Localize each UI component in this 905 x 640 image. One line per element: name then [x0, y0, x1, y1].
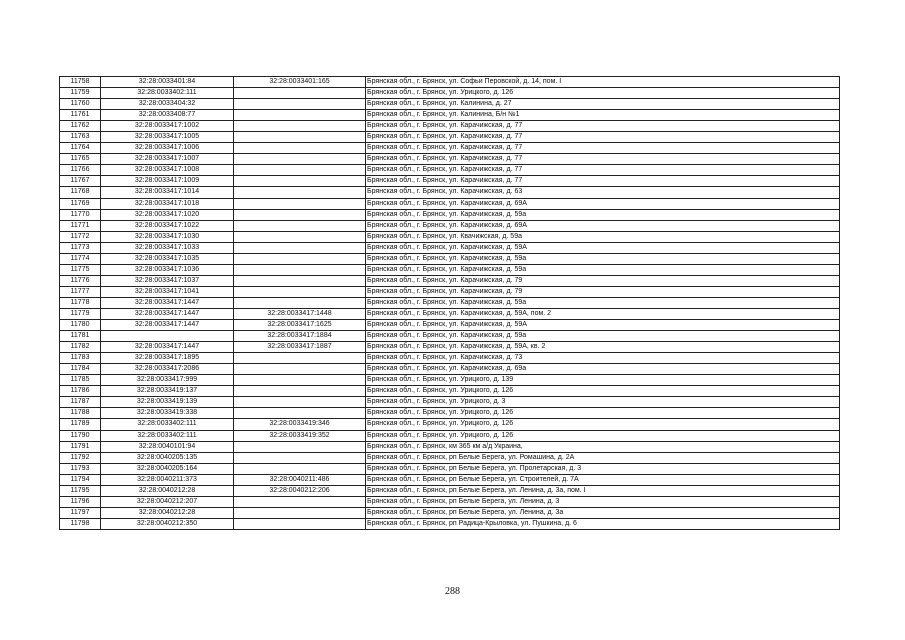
cadastral-number-cell: 32:28:0033417:999	[101, 375, 234, 386]
cadastral-number-cell: 32:28:0033417:1036	[101, 264, 234, 275]
table-row	[60, 419, 840, 430]
table-row	[60, 220, 840, 231]
parent-cadastral-cell	[234, 507, 366, 518]
row-number-cell: 11770	[60, 209, 101, 220]
cadastral-number-cell: 32:28:0033419:139	[101, 397, 234, 408]
row-number-cell: 11769	[60, 198, 101, 209]
row-number-cell: 11774	[60, 253, 101, 264]
row-number-cell: 11780	[60, 320, 101, 331]
parent-cadastral-cell	[234, 518, 366, 529]
address-cell: Брянская обл., г. Брянск, ул. Урицкого, д. 3	[366, 397, 840, 408]
address-cell: Брянская обл., г. Брянск, ул. Карачижская, д. 59а	[366, 264, 840, 275]
address-cell: Брянская обл., г. Брянск, ул. Калинина, Б/н №1	[366, 110, 840, 121]
row-number-cell: 11792	[60, 452, 101, 463]
cadastral-number-cell: 32:28:0033417:1447	[101, 308, 234, 319]
parent-cadastral-cell	[234, 165, 366, 176]
row-number-cell: 11767	[60, 176, 101, 187]
row-number-cell: 11795	[60, 485, 101, 496]
parent-cadastral-cell	[234, 386, 366, 397]
row-number-cell: 11776	[60, 275, 101, 286]
cadastral-number-cell: 32:28:0033419:137	[101, 386, 234, 397]
cadastral-number-cell: 32:28:0040205:135	[101, 452, 234, 463]
parent-cadastral-cell	[234, 364, 366, 375]
address-cell: Брянская обл., г. Брянск, км 365 км а/д Украина,	[366, 441, 840, 452]
cadastral-number-cell: 32:28:0040212:350	[101, 518, 234, 529]
parent-cadastral-cell: 32:28:0033417:1625	[234, 320, 366, 331]
row-number-cell: 11793	[60, 463, 101, 474]
parent-cadastral-cell	[234, 408, 366, 419]
table-row	[60, 253, 840, 264]
cadastral-number-cell: 32:28:0033417:1007	[101, 154, 234, 165]
table-row	[60, 242, 840, 253]
table-row	[60, 88, 840, 99]
cadastral-number-cell: 32:28:0033417:1009	[101, 176, 234, 187]
row-number-cell: 11762	[60, 121, 101, 132]
table-row	[60, 297, 840, 308]
table-row	[60, 452, 840, 463]
table-row	[60, 430, 840, 441]
register-table-body	[60, 77, 840, 530]
parent-cadastral-cell: 32:28:0033419:346	[234, 419, 366, 430]
row-number-cell: 11796	[60, 496, 101, 507]
address-cell: Брянская обл., г. Брянск, ул. Карачижская, д. 59а	[366, 297, 840, 308]
property-register-table	[59, 76, 840, 530]
address-cell: Брянская обл., г. Брянск, ул. Карачижская, д. 77	[366, 176, 840, 187]
cadastral-number-cell: 32:28:0033417:1895	[101, 353, 234, 364]
parent-cadastral-cell	[234, 198, 366, 209]
cadastral-number-cell: 32:28:0033417:1018	[101, 198, 234, 209]
cadastral-number-cell: 32:28:0033417:1014	[101, 187, 234, 198]
row-number-cell: 11790	[60, 430, 101, 441]
parent-cadastral-cell	[234, 452, 366, 463]
row-number-cell: 11771	[60, 220, 101, 231]
table-row	[60, 154, 840, 165]
address-cell: Брянская обл., г. Брянск, ул. Карачижская, д. 77	[366, 121, 840, 132]
row-number-cell: 11759	[60, 88, 101, 99]
table-row	[60, 132, 840, 143]
row-number-cell: 11758	[60, 77, 101, 88]
parent-cadastral-cell: 32:28:0040211:486	[234, 474, 366, 485]
cadastral-number-cell: 32:28:0040212:28	[101, 507, 234, 518]
cadastral-number-cell: 32:28:0033402:111	[101, 88, 234, 99]
address-cell: Брянская обл., г. Брянск, ул. Карачижская, д. 77	[366, 132, 840, 143]
table-row	[60, 342, 840, 353]
parent-cadastral-cell	[234, 154, 366, 165]
table-row	[60, 353, 840, 364]
table-row	[60, 110, 840, 121]
address-cell: Брянская обл., г. Брянск, ул. Карачижская, д. 59А	[366, 320, 840, 331]
row-number-cell: 11761	[60, 110, 101, 121]
parent-cadastral-cell: 32:28:0033417:1884	[234, 331, 366, 342]
table-row	[60, 474, 840, 485]
parent-cadastral-cell	[234, 231, 366, 242]
table-row	[60, 397, 840, 408]
table-row	[60, 264, 840, 275]
table-row	[60, 198, 840, 209]
parent-cadastral-cell	[234, 220, 366, 231]
address-cell: Брянская обл., г. Брянск, рп Белые Берега, ул. Ромашина, д. 2А	[366, 452, 840, 463]
row-number-cell: 11777	[60, 286, 101, 297]
cadastral-number-cell: 32:28:0040212:207	[101, 496, 234, 507]
address-cell: Брянская обл., г. Брянск, ул. Калинина, д. 27	[366, 99, 840, 110]
row-number-cell: 11786	[60, 386, 101, 397]
table-row	[60, 275, 840, 286]
cadastral-number-cell: 32:28:0033417:1033	[101, 242, 234, 253]
address-cell: Брянская обл., г. Брянск, ул. Карачижская, д. 77	[366, 143, 840, 154]
table-row	[60, 364, 840, 375]
table-row	[60, 176, 840, 187]
address-cell: Брянская обл., г. Брянск, ул. Карачижская, д. 59А, кв. 2	[366, 342, 840, 353]
address-cell: Брянская обл., г. Брянск, ул. Карачижская, д. 59а	[366, 253, 840, 264]
table-row	[60, 507, 840, 518]
table-row	[60, 231, 840, 242]
cadastral-number-cell: 32:28:0033417:1002	[101, 121, 234, 132]
row-number-cell: 11785	[60, 375, 101, 386]
cadastral-number-cell: 32:28:0033417:1037	[101, 275, 234, 286]
row-number-cell: 11789	[60, 419, 101, 430]
cadastral-number-cell: 32:28:0033417:1447	[101, 342, 234, 353]
address-cell: Брянская обл., г. Брянск, ул. Карачижская, д. 69а	[366, 364, 840, 375]
parent-cadastral-cell	[234, 99, 366, 110]
address-cell: Брянская обл., г. Брянск, ул. Урицкого, д. 126	[366, 419, 840, 430]
row-number-cell: 11766	[60, 165, 101, 176]
cadastral-number-cell: 32:28:0033417:1006	[101, 143, 234, 154]
table-row	[60, 286, 840, 297]
parent-cadastral-cell	[234, 441, 366, 452]
parent-cadastral-cell: 32:28:0033417:1887	[234, 342, 366, 353]
cadastral-number-cell: 32:28:0033417:1030	[101, 231, 234, 242]
parent-cadastral-cell	[234, 187, 366, 198]
parent-cadastral-cell	[234, 397, 366, 408]
table-row	[60, 331, 840, 342]
address-cell: Брянская обл., г. Брянск, ул. Карачижская, д. 77	[366, 165, 840, 176]
row-number-cell: 11794	[60, 474, 101, 485]
row-number-cell: 11783	[60, 353, 101, 364]
table-row	[60, 187, 840, 198]
cadastral-number-cell: 32:28:0033417:1447	[101, 320, 234, 331]
parent-cadastral-cell	[234, 132, 366, 143]
row-number-cell: 11782	[60, 342, 101, 353]
address-cell: Брянская обл., г. Брянск, ул. Урицкого, д. 126	[366, 88, 840, 99]
table-row	[60, 441, 840, 452]
row-number-cell: 11763	[60, 132, 101, 143]
parent-cadastral-cell: 32:28:0033417:1448	[234, 308, 366, 319]
cadastral-number-cell: 32:28:0040211:373	[101, 474, 234, 485]
address-cell: Брянская обл., г. Брянск, рп Белые Берега, ул. Ленина, д. 3	[366, 496, 840, 507]
cadastral-number-cell: 32:28:0033417:1035	[101, 253, 234, 264]
cadastral-number-cell: 32:28:0040101:94	[101, 441, 234, 452]
table-row	[60, 77, 840, 88]
row-number-cell: 11773	[60, 242, 101, 253]
table-row	[60, 320, 840, 331]
address-cell: Брянская обл., г. Брянск, ул. Карачижская, д. 79	[366, 286, 840, 297]
parent-cadastral-cell	[234, 496, 366, 507]
address-cell: Брянская обл., г. Брянск, ул. Карачижская, д. 59А	[366, 242, 840, 253]
address-cell: Брянская обл., г. Брянск, ул. Урицкого, д. 126	[366, 408, 840, 419]
parent-cadastral-cell	[234, 286, 366, 297]
parent-cadastral-cell: 32:28:0033401:165	[234, 77, 366, 88]
table-row	[60, 386, 840, 397]
address-cell: Брянская обл., г. Брянск, ул. Урицкого, д. 126	[366, 430, 840, 441]
cadastral-number-cell	[101, 331, 234, 342]
row-number-cell: 11787	[60, 397, 101, 408]
cadastral-number-cell: 32:28:0033417:1005	[101, 132, 234, 143]
parent-cadastral-cell: 32:28:0040212:206	[234, 485, 366, 496]
parent-cadastral-cell	[234, 253, 366, 264]
row-number-cell: 11784	[60, 364, 101, 375]
row-number-cell: 11775	[60, 264, 101, 275]
row-number-cell: 11781	[60, 331, 101, 342]
row-number-cell: 11764	[60, 143, 101, 154]
address-cell: Брянская обл., г. Брянск, рп Радица-Крыловка, ул. Пушкина, д. 6	[366, 518, 840, 529]
parent-cadastral-cell	[234, 209, 366, 220]
row-number-cell: 11788	[60, 408, 101, 419]
address-cell: Брянская обл., г. Брянск, ул. Урицкого, д. 139	[366, 375, 840, 386]
cadastral-number-cell: 32:28:0033417:2086	[101, 364, 234, 375]
table-row	[60, 463, 840, 474]
table-row	[60, 375, 840, 386]
table-row	[60, 408, 840, 419]
address-cell: Брянская обл., г. Брянск, ул. Карачижская, д. 77	[366, 154, 840, 165]
parent-cadastral-cell	[234, 297, 366, 308]
row-number-cell: 11798	[60, 518, 101, 529]
page-number: 288	[445, 586, 460, 597]
table-row	[60, 121, 840, 132]
cadastral-number-cell: 32:28:0033417:1022	[101, 220, 234, 231]
parent-cadastral-cell	[234, 375, 366, 386]
address-cell: Брянская обл., г. Брянск, рп Белые Берега, ул. Строителей, д. 7А	[366, 474, 840, 485]
cadastral-number-cell: 32:28:0033402:111	[101, 430, 234, 441]
row-number-cell: 11779	[60, 308, 101, 319]
table-row	[60, 308, 840, 319]
table-row	[60, 165, 840, 176]
cadastral-number-cell: 32:28:0040212:28	[101, 485, 234, 496]
parent-cadastral-cell	[234, 110, 366, 121]
address-cell: Брянская обл., г. Брянск, ул. Карачижская, д. 59А, пом. 2	[366, 308, 840, 319]
address-cell: Брянская обл., г. Брянск, ул. Карачижская, д. 79	[366, 275, 840, 286]
table-row	[60, 518, 840, 529]
address-cell: Брянская обл., г. Брянск, ул. Софьи Перовской, д. 14, пом. I	[366, 77, 840, 88]
table-row	[60, 496, 840, 507]
parent-cadastral-cell	[234, 176, 366, 187]
cadastral-number-cell: 32:28:0033417:1447	[101, 297, 234, 308]
row-number-cell: 11765	[60, 154, 101, 165]
address-cell: Брянская обл., г. Брянск, ул. Карачижская, д. 69А	[366, 198, 840, 209]
cadastral-number-cell: 32:28:0033404:32	[101, 99, 234, 110]
cadastral-number-cell: 32:28:0033402:111	[101, 419, 234, 430]
cadastral-number-cell: 32:28:0033417:1020	[101, 209, 234, 220]
row-number-cell: 11797	[60, 507, 101, 518]
cadastral-number-cell: 32:28:0033408:77	[101, 110, 234, 121]
parent-cadastral-cell	[234, 88, 366, 99]
cadastral-number-cell: 32:28:0033417:1041	[101, 286, 234, 297]
parent-cadastral-cell	[234, 143, 366, 154]
address-cell: Брянская обл., г. Брянск, ул. Карачижская, д. 73	[366, 353, 840, 364]
row-number-cell: 11791	[60, 441, 101, 452]
cadastral-number-cell: 32:28:0033401:84	[101, 77, 234, 88]
parent-cadastral-cell	[234, 353, 366, 364]
cadastral-number-cell: 32:28:0033419:338	[101, 408, 234, 419]
address-cell: Брянская обл., г. Брянск, рп Белые Берега, ул. Ленина, д. 3а	[366, 507, 840, 518]
parent-cadastral-cell: 32:28:0033419:352	[234, 430, 366, 441]
address-cell: Брянская обл., г. Брянск, рп Белые Берега, ул. Пролетарская, д. 3	[366, 463, 840, 474]
row-number-cell: 11768	[60, 187, 101, 198]
address-cell: Брянская обл., г. Брянск, ул. Урицкого, д. 126	[366, 386, 840, 397]
address-cell: Брянская обл., г. Брянск, ул. Карачижская, д. 69А	[366, 220, 840, 231]
table-row	[60, 485, 840, 496]
parent-cadastral-cell	[234, 463, 366, 474]
row-number-cell: 11760	[60, 99, 101, 110]
address-cell: Брянская обл., г. Брянск, рп Белые Берега, ул. Ленина, д. 3а, пом. I	[366, 485, 840, 496]
row-number-cell: 11772	[60, 231, 101, 242]
address-cell: Брянская обл., г. Брянск, ул. Карачижская, д. 59а	[366, 209, 840, 220]
table-row	[60, 99, 840, 110]
address-cell: Брянская обл., г. Брянск, ул. Карачижская, д. 63	[366, 187, 840, 198]
table-row	[60, 209, 840, 220]
parent-cadastral-cell	[234, 264, 366, 275]
cadastral-number-cell: 32:28:0040205:164	[101, 463, 234, 474]
address-cell: Брянская обл., г. Брянск, ул. Карачижская, д. 59а	[366, 331, 840, 342]
cadastral-number-cell: 32:28:0033417:1008	[101, 165, 234, 176]
address-cell: Брянская обл., г. Брянск, ул. Квачижская, д. 59а	[366, 231, 840, 242]
parent-cadastral-cell	[234, 121, 366, 132]
table-row	[60, 143, 840, 154]
row-number-cell: 11778	[60, 297, 101, 308]
parent-cadastral-cell	[234, 275, 366, 286]
parent-cadastral-cell	[234, 242, 366, 253]
